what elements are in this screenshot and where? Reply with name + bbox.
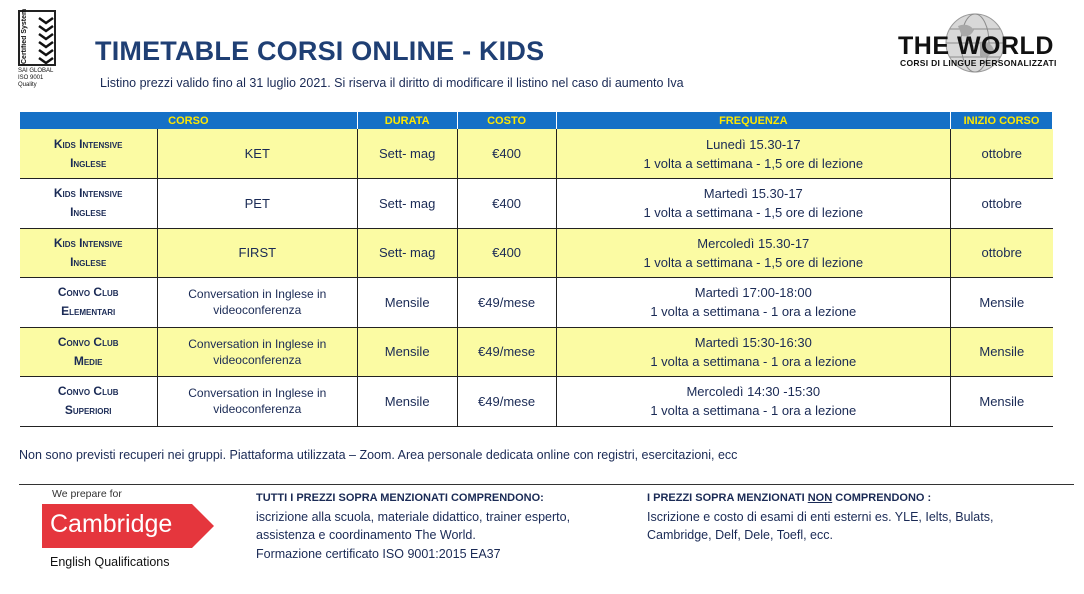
course-name-line1: Kids Intensive [53, 136, 123, 151]
col-header-durata: DURATA [357, 112, 457, 129]
table-row [20, 278, 1053, 328]
course-start: Mensile [951, 377, 1053, 427]
course-name [20, 327, 158, 377]
course-cost: €400 [457, 129, 556, 179]
cert-line: SAI GLOBAL [18, 68, 54, 74]
course-duration: Mensile [357, 327, 457, 377]
certification-badge [18, 10, 62, 89]
recovery-note: Non sono previsti recuperi nei gruppi. Piattaforma utilizzata – Zoom. Area personale dedicata online con registri, esercitazioni, ecc [19, 448, 738, 462]
course-cost: €49/mese [457, 327, 556, 377]
col-header-costo: COSTO [457, 112, 556, 129]
course-name-line1: Convo Club [57, 285, 119, 300]
excluded-line: Iscrizione e costo di esami di enti esterni es. YLE, Ielts, Bulats, [647, 509, 994, 524]
frequency-day: Mercoledì 14:30 -15:30 [686, 384, 821, 400]
table-row [20, 377, 1053, 427]
course-frequency [556, 228, 951, 278]
frequency-day: Martedì 15.30-17 [703, 186, 803, 202]
frequency-day: Martedì 15:30-16:30 [694, 334, 812, 350]
course-duration: Mensile [357, 278, 457, 328]
excluded-heading-non: NON [807, 492, 833, 504]
frequency-detail: 1 volta a settimana - 1,5 ore di lezione [643, 205, 864, 221]
included-line: assistenza e coordinamento The World. [256, 528, 476, 542]
col-header-frequenza: FREQUENZA [556, 112, 951, 129]
course-name-line1: Convo Club [57, 384, 119, 399]
price-validity-note: Listino prezzi valido fino al 31 luglio 2021. Si riserva il diritto di modificare il listino nel caso di aumento Iva [100, 76, 684, 90]
frequency-day: Mercoledì 15.30-17 [697, 235, 810, 251]
course-name-line1: Kids Intensive [53, 235, 123, 250]
frequency-day: Lunedì 15.30-17 [705, 136, 801, 152]
certified-system-label: Certified System [21, 8, 28, 64]
included-line: Formazione certificato ISO 9001:2015 EA37 [256, 546, 501, 561]
course-duration: Sett- mag [357, 129, 457, 179]
excluded-line: Cambridge, Delf, Dele, Toefl, ecc. [647, 528, 833, 542]
frequency-detail: 1 volta a settimana - 1 ora a lezione [650, 403, 857, 419]
course-level: FIRST [157, 228, 357, 278]
course-name-line1: Kids Intensive [53, 186, 123, 201]
course-cost: €400 [457, 228, 556, 278]
brand-name: THE WORLD [898, 32, 1054, 60]
course-name-line2: Elementari [61, 304, 116, 319]
course-name [20, 129, 158, 179]
course-name [20, 179, 158, 229]
course-start: Mensile [951, 327, 1053, 377]
timetable [19, 112, 1053, 427]
col-header-inizio: INIZIO CORSO [951, 112, 1053, 129]
course-start: ottobre [951, 228, 1053, 278]
course-duration: Sett- mag [357, 179, 457, 229]
course-start: ottobre [951, 129, 1053, 179]
course-frequency [556, 129, 951, 179]
course-level: KET [157, 129, 357, 179]
course-duration: Sett- mag [357, 228, 457, 278]
course-cost: €400 [457, 179, 556, 229]
table-header-row [20, 112, 1053, 129]
course-name [20, 278, 158, 328]
frequency-detail: 1 volta a settimana - 1,5 ore di lezione [643, 155, 864, 171]
course-name-line2: Medie [73, 353, 103, 368]
course-name-line1: Convo Club [57, 334, 119, 349]
excluded-heading [647, 489, 993, 508]
course-level: Conversation in Inglese in videoconferenza [157, 278, 357, 328]
course-cost: €49/mese [457, 278, 556, 328]
included-heading: TUTTI I PREZZI SOPRA MENZIONATI COMPRENDONO: [256, 492, 544, 504]
course-frequency [556, 377, 951, 427]
brand-tagline: CORSI DI LINGUE PERSONALIZZATI [900, 58, 1057, 68]
course-frequency [556, 327, 951, 377]
table-row [20, 129, 1053, 179]
course-duration: Mensile [357, 377, 457, 427]
frequency-day: Martedì 17:00-18:00 [694, 285, 812, 301]
frequency-detail: 1 volta a settimana - 1 ora a lezione [650, 353, 857, 369]
excluded-heading-post: COMPRENDONO : [832, 492, 932, 504]
course-start: ottobre [951, 179, 1053, 229]
cambridge-prefix: We prepare for [52, 488, 122, 500]
course-cost: €49/mese [457, 377, 556, 427]
certified-system-mark [18, 10, 56, 66]
divider [19, 484, 1074, 485]
table-row [20, 228, 1053, 278]
included-line: iscrizione alla scuola, materiale didattico, trainer esperto, [256, 509, 571, 524]
course-name-line2: Superiori [64, 403, 112, 418]
table-row [20, 327, 1053, 377]
cert-line: ISO 9001 [18, 75, 44, 81]
included-section [256, 489, 570, 563]
course-frequency [556, 179, 951, 229]
course-name-line2: Inglese [70, 155, 107, 170]
frequency-detail: 1 volta a settimana - 1 ora a lezione [650, 304, 857, 320]
the-world-logo [896, 12, 1066, 74]
page-title: TIMETABLE CORSI ONLINE - KIDS [95, 36, 545, 66]
course-level: Conversation in Inglese in videoconferenza [157, 377, 357, 427]
course-name [20, 377, 158, 427]
table-row [20, 179, 1053, 229]
course-name [20, 228, 158, 278]
cambridge-wordmark: Cambridge [50, 510, 173, 538]
course-start: Mensile [951, 278, 1053, 328]
excluded-heading-pre: I PREZZI SOPRA MENZIONATI [647, 492, 808, 504]
excluded-section [647, 489, 993, 545]
frequency-detail: 1 volta a settimana - 1,5 ore di lezione [643, 254, 864, 270]
col-header-corso: CORSO [20, 112, 358, 129]
course-level: PET [157, 179, 357, 229]
course-name-line2: Inglese [70, 205, 107, 220]
course-frequency [556, 278, 951, 328]
course-level: Conversation in Inglese in videoconferenza [157, 327, 357, 377]
course-name-line2: Inglese [70, 254, 107, 269]
chevron-pattern-icon [37, 14, 55, 64]
cambridge-subtitle: English Qualifications [50, 555, 170, 569]
cert-line: Quality [18, 82, 37, 88]
